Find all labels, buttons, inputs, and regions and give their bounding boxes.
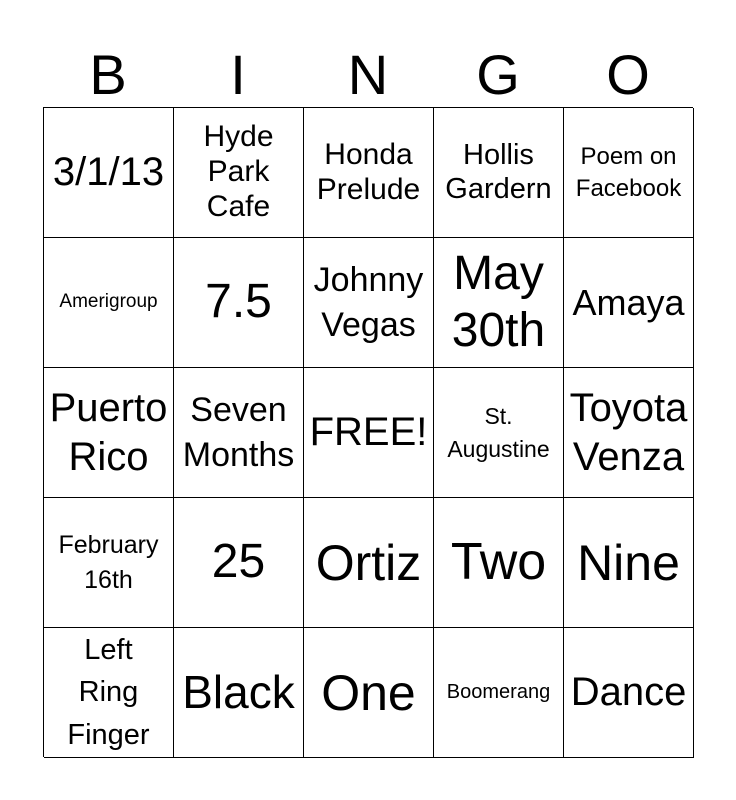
header-letter-o: O [606, 43, 650, 106]
bingo-cell[interactable] [304, 238, 434, 368]
cell-text: Ortiz [315, 534, 422, 591]
bingo-cell[interactable] [304, 498, 434, 628]
cell-text: Hyde Park Cafe [203, 120, 274, 223]
bingo-cell[interactable] [564, 498, 694, 628]
cell-text: Puerto Rico [49, 385, 168, 479]
cell-text: Left Ring Finger [67, 634, 150, 751]
cell-text: Poem on Facebook [575, 143, 682, 202]
cell-text: Toyota Venza [569, 385, 688, 479]
cell-text: May 30th [451, 246, 546, 357]
cell-text: 3/1/13 [52, 150, 165, 195]
bingo-cell[interactable] [174, 368, 304, 498]
cell-text: Black [182, 665, 295, 718]
bingo-cell[interactable] [434, 628, 564, 758]
bingo-cell[interactable] [434, 498, 564, 628]
cell-text: 7.5 [205, 275, 272, 329]
bingo-cell[interactable] [564, 368, 694, 498]
bingo-cell[interactable] [44, 238, 174, 368]
cell-text: Hollis Gardern [445, 138, 552, 205]
cell-text: One [321, 664, 416, 721]
bingo-cell[interactable] [174, 108, 304, 238]
header-letter-i: I [230, 43, 246, 106]
bingo-cell[interactable] [174, 238, 304, 368]
cell-text: Amerigroup [59, 291, 158, 313]
bingo-cell[interactable] [564, 108, 694, 238]
bingo-cell[interactable] [174, 498, 304, 628]
cell-text: Boomerang [446, 680, 551, 703]
bingo-cell[interactable] [564, 238, 694, 368]
cell-text: FREE! [309, 410, 428, 455]
cell-text: February 16th [58, 530, 159, 594]
bingo-cell[interactable] [44, 108, 174, 238]
bingo-cell[interactable] [434, 108, 564, 238]
bingo-cell[interactable] [304, 108, 434, 238]
header-letter-b: B [89, 43, 127, 106]
bingo-board [43, 107, 693, 757]
cell-text: Seven Months [182, 390, 295, 474]
bingo-cell[interactable] [44, 498, 174, 628]
cell-text: Amaya [572, 281, 685, 323]
cell-text: Dance [570, 670, 687, 715]
bingo-cell[interactable] [434, 368, 564, 498]
bingo-cell[interactable] [304, 368, 434, 498]
cell-text: Johnny Vegas [313, 261, 424, 344]
cell-text: Two [450, 533, 547, 592]
cell-text: Honda Prelude [316, 137, 421, 206]
bingo-cell[interactable] [174, 628, 304, 758]
bingo-cell[interactable] [434, 238, 564, 368]
bingo-cell[interactable] [304, 628, 434, 758]
cell-text: 25 [211, 535, 266, 589]
bingo-cell[interactable] [44, 628, 174, 758]
bingo-cell[interactable] [44, 368, 174, 498]
header-letter-g: G [476, 43, 520, 106]
bingo-cell[interactable] [564, 628, 694, 758]
cell-text: St. Augustine [447, 403, 550, 462]
bingo-header [43, 42, 693, 108]
cell-text: Nine [577, 534, 680, 591]
header-letter-n: N [347, 43, 389, 106]
